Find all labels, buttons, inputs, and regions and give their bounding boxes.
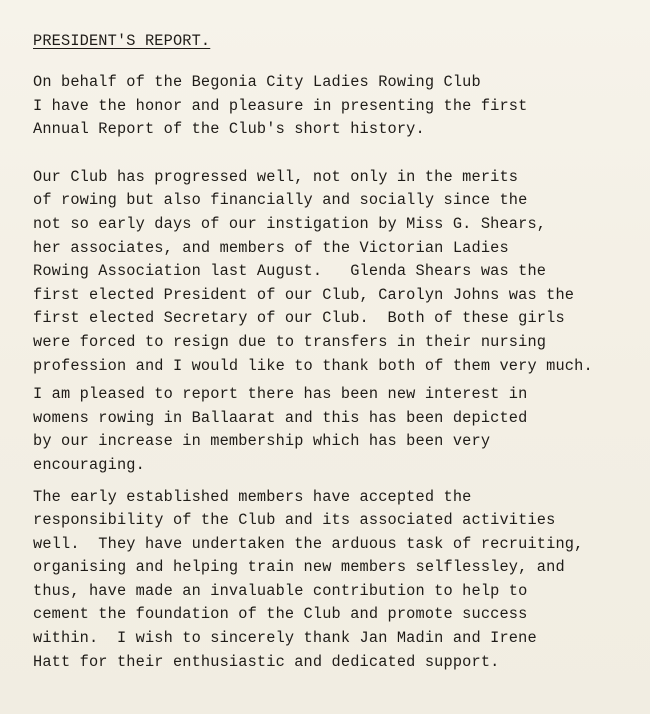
text-line: first elected President of our Club, Carolyn Johns was the bbox=[33, 285, 575, 304]
text-line: first elected Secretary of our Club. Both of these girls bbox=[33, 309, 565, 328]
text-line: womens rowing in Ballaarat and this has been depicted bbox=[33, 408, 528, 427]
text-line: Rowing Association last August. Glenda Shears was the bbox=[33, 262, 547, 281]
text-line: thus, have made an invaluable contribution to help to bbox=[33, 581, 528, 600]
text-line: cement the foundation of the Club and promote success bbox=[33, 605, 528, 624]
text-line: not so early days of our instigation by Miss G. Shears, bbox=[33, 214, 547, 233]
text-line: her associates, and members of the Victorian Ladies bbox=[33, 238, 509, 257]
text-line: within. I wish to sincerely thank Jan Madin and Irene bbox=[33, 629, 537, 648]
report-heading: PRESIDENT'S REPORT. bbox=[33, 32, 211, 50]
text-line: by our increase in membership which has been very bbox=[33, 432, 491, 451]
text-line: organising and helping train new members selflessley, and bbox=[33, 558, 565, 577]
text-line: responsibility of the Club and its associated activities bbox=[33, 511, 556, 530]
text-line: well. They have undertaken the arduous task of recruiting, bbox=[33, 534, 584, 553]
report-body bbox=[33, 30, 643, 674]
text-line: Hatt for their enthusiastic and dedicated support. bbox=[33, 652, 500, 671]
text-line: Annual Report of the Club's short history. bbox=[33, 120, 425, 139]
text-line: encouraging. bbox=[33, 455, 145, 474]
text-line: Our Club has progressed well, not only in the merits bbox=[33, 167, 519, 186]
text-line: On behalf of the Begonia City Ladies Rowing Club bbox=[33, 73, 481, 91]
paragraph-intro bbox=[33, 71, 643, 142]
paragraph-progress bbox=[33, 166, 643, 378]
text-line: I am pleased to report there has been new interest in bbox=[33, 385, 528, 404]
text-line: were forced to resign due to transfers in their nursing bbox=[33, 332, 547, 351]
paragraph-members bbox=[33, 486, 643, 675]
text-line: I have the honor and pleasure in presenting the first bbox=[33, 96, 528, 115]
text-line: The early established members have accepted the bbox=[33, 487, 472, 506]
text-line: profession and I would like to thank both of them very much. bbox=[33, 356, 593, 375]
paragraph-interest bbox=[33, 383, 643, 477]
text-line: of rowing but also financially and socially since the bbox=[33, 191, 528, 210]
